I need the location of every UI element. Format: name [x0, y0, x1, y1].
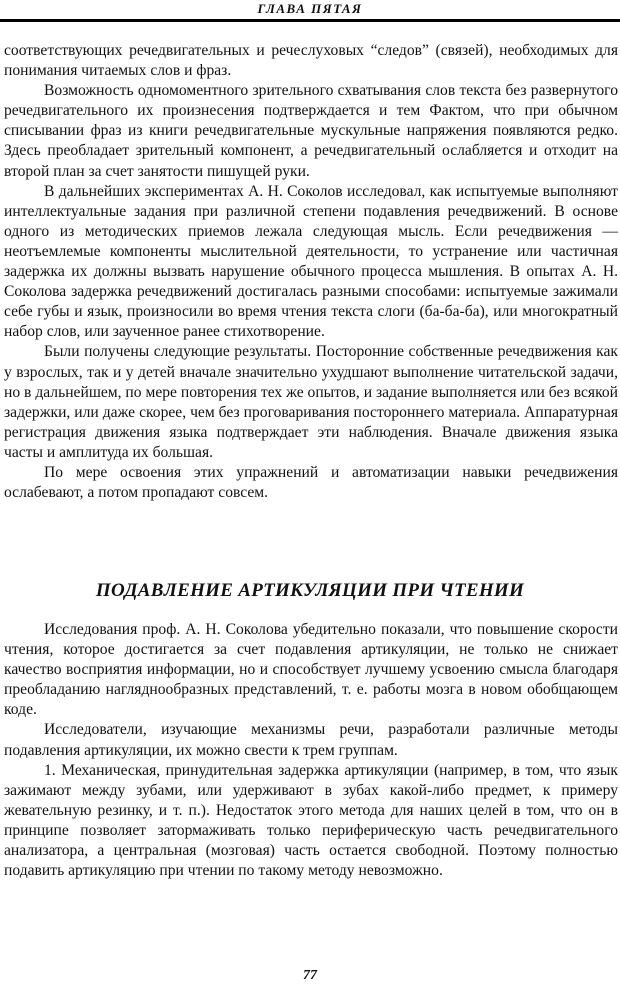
paragraph: 1. Механическая, принудительная задержка артикуляции (например, в том, что язык зажимают между зубами, или удерживают в зубах какой-либо предмет, к примеру жевательную резинку, и т. п.). Недостаток этого метода для наших целей в том, что он в принципе позволяет затормаживать только периферическую часть речедвигательного анализатора, а центральная (мозговая) часть остается свободной. Поэтому полностью подавить артикуляцию при чтении по такому методу невозможно. [4, 761, 618, 880]
header-rule [0, 19, 620, 22]
paragraph: соответствующих речедвигательных и речеслуховых “следов” (связей), необходимых для понимания читаемых слов и фраз. [4, 42, 618, 80]
page-number: 77 [303, 968, 317, 983]
paragraph: В дальнейших экспериментах А. Н. Соколов исследовал, как испытуемые выполняют интеллектуальные задания при различной степени подавления речедвижений. В основе одного из методических приемов лежала следующая мысль. Если речедвижения — неотъемлемые компоненты мыслительной деятельности, то устранение или частичная задержка их должны вызвать нарушение обычного процесса мышления. В опытах А. Н. Соколова задержка речедвижений достигалась разными способами: испытуемые зажимали себе губы и язык, произносили во время чтения текста слоги (ба-ба-ба), или многократный набор слов, или заученное ранее стихотворение. [4, 182, 618, 341]
paragraph: Возможность одномоментного зрительного схватывания слов текста без развернутого речедвигательного их произнесения подтверждается и тем Фактом, что при обычном списывании фраз из книги речедвигательные мускульные напряжения появляются редко. Здесь преобладает зрительный компонент, а речедвигательный ослабляется и отходит на второй план за счет занятости пишущей руки. [4, 82, 618, 180]
paragraph: Были получены следующие результаты. Посторонние собственные речедвижения как у взрослых, так и у детей вначале значительно ухудшают выполнение читательской задачи, но в дальнейшем, по мере повторения тех же опытов, и задание выполняется или без всякой задержки, или даже скорее, чем без проговаривания постороннего материала. Аппаратурная регистрация движения языка подтверждает эти наблюдения. Вначале движения языка часты и амплитуда их большая. [4, 343, 618, 461]
section-heading: ПОДАВЛЕНИЕ АРТИКУЛЯЦИИ ПРИ ЧТЕНИИ [95, 580, 525, 601]
paragraph: Исследователи, изучающие механизмы речи, разработали различные методы подавления артикуляции, их можно свести к трем группам. [4, 721, 618, 759]
section-2-text [4, 620, 618, 881]
section-1-text [4, 41, 618, 503]
running-header: ГЛАВА ПЯТАЯ [257, 1, 363, 16]
paragraph: Исследования проф. А. Н. Соколова убедительно показали, что повышение скорости чтения, которое достигается за счет подавления артикуляции, не только не снижает качество восприятия информации, но и способствует лучшему усвоению смысла благодаря преобладанию нагляднообразных представлений, т. е. работы мозга в новом обобщающем коде. [4, 621, 618, 719]
paragraph: По мере освоения этих упражнений и автоматизации навыки речедвижения ослабевают, а потом пропадают совсем. [4, 463, 618, 502]
